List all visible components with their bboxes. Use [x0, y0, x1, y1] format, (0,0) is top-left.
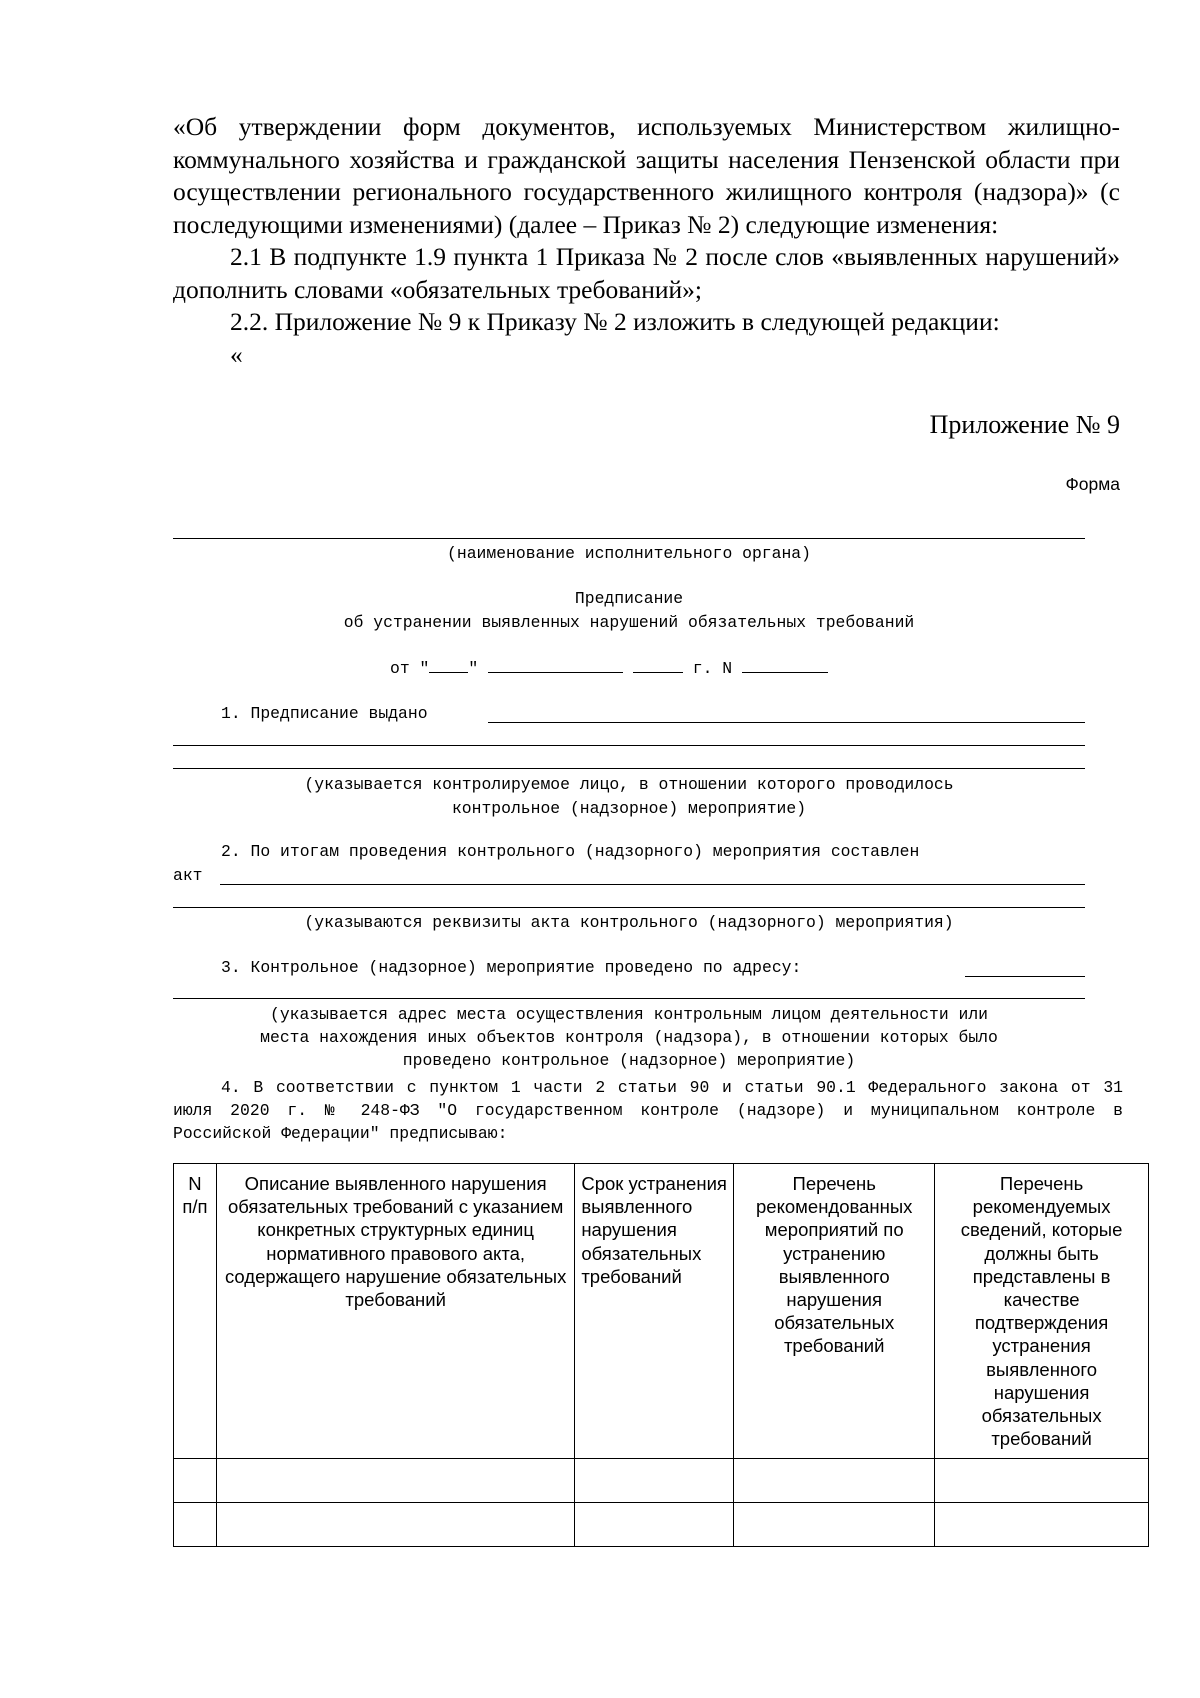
item-3-caption-line-3: проведено контрольное (надзорное) мероприятие) — [402, 1051, 856, 1070]
date-day-blank — [429, 658, 468, 673]
item-1-caption-line-2: контрольное (надзорное) мероприятие) — [451, 799, 807, 818]
document-title: Предписание — [574, 589, 684, 608]
organ-caption: (наименование исполнительного органа) — [447, 544, 811, 563]
year-number-label: г. N — [692, 659, 733, 678]
item-2-label: 2. По итогам проведения контрольного (надзорного) мероприятия составлен — [221, 842, 920, 861]
quote-mark: « — [230, 339, 243, 369]
intro-text — [173, 111, 1120, 371]
item-3-blank — [965, 976, 1085, 977]
document-subtitle: об устранении выявленных нарушений обязательных требований — [343, 613, 915, 632]
table-row — [174, 1459, 1149, 1503]
table-header-row — [174, 1164, 1149, 1459]
item-4-text: 4. В соответствии с пунктом 1 части 2 статьи 90 и статьи 90.1 Федерального закона от 31 июля 2020 г. № 248-ФЗ "О государственном контроле (надзоре) и муниципальном контроле в Российской Федерации" предписываю: — [173, 1078, 1123, 1143]
item-2-act-label: акт — [173, 866, 203, 885]
item-1-line-3 — [173, 768, 1085, 769]
table-cell[interactable] — [174, 1503, 217, 1547]
item-2-line-2 — [173, 907, 1085, 908]
table-cell[interactable] — [734, 1459, 935, 1503]
date-quote-close: " — [468, 659, 479, 678]
item-1-caption-line-1: (указывается контролируемое лицо, в отношении которого проводилось — [304, 775, 954, 794]
header-number: N п/п — [174, 1164, 217, 1459]
item-3-label: 3. Контрольное (надзорное) мероприятие проведено по адресу: — [221, 958, 802, 977]
table-cell[interactable] — [216, 1459, 574, 1503]
table-cell[interactable] — [734, 1503, 935, 1547]
header-recommended-measures: Перечень рекомендованных мероприятий по устранению выявленного нарушения обязательных требований — [734, 1164, 935, 1459]
item-2-caption: (указываются реквизиты акта контрольного (надзорного) мероприятия) — [304, 913, 954, 932]
header-description: Описание выявленного нарушения обязательных требований с указанием конкретных структурных единиц нормативного правового акта, содержащего нарушение обязательных требований — [216, 1164, 574, 1459]
table-row — [174, 1503, 1149, 1547]
date-line — [390, 658, 828, 678]
table-cell[interactable] — [174, 1459, 217, 1503]
item-3-caption-line-1: (указывается адрес места осуществления контрольным лицом деятельности или — [269, 1005, 989, 1024]
table-cell[interactable] — [575, 1459, 734, 1503]
table-cell[interactable] — [935, 1503, 1149, 1547]
header-recommended-info: Перечень рекомендуемых сведений, которые должны быть представлены в качестве подтверждения устранения выявленного нарушения обязательных требований — [935, 1164, 1149, 1459]
intro-paragraph-3: 2.2. Приложение № 9 к Приказу № 2 изложить в следующей редакции: — [230, 307, 1000, 336]
item-3-line-2 — [173, 998, 1085, 999]
item-1-line-2 — [173, 745, 1085, 746]
header-deadline: Срок устранения выявленного нарушения обязательных требований — [575, 1164, 734, 1459]
table-cell[interactable] — [575, 1503, 734, 1547]
item-1-blank — [488, 722, 1085, 723]
item-1-label: 1. Предписание выдано — [221, 704, 428, 723]
item-2-blank — [220, 884, 1085, 885]
violations-table — [173, 1163, 1149, 1547]
table-cell[interactable] — [935, 1459, 1149, 1503]
item-3-caption-line-2: места нахождения иных объектов контроля (надзора), в отношении которых было — [260, 1028, 998, 1047]
date-year-blank — [633, 658, 683, 673]
table-cell[interactable] — [216, 1503, 574, 1547]
form-label: Форма — [1065, 474, 1120, 494]
date-month-blank — [488, 658, 623, 673]
appendix-label: Приложение № 9 — [929, 410, 1120, 439]
intro-paragraph-2: 2.1 В подпункте 1.9 пункта 1 Приказа № 2 после слов «выявленных нарушений» дополнить словами «обязательных требований»; — [173, 242, 1120, 304]
intro-paragraph-1: «Об утверждении форм документов, используемых Министерством жилищно-коммунального хозяйства и гражданской защиты населения Пензенской области при осуществлении регионального государственного жилищного контроля (надзора)» (с последующими изменениями) (далее – Приказ № 2) следующие изменения: — [173, 112, 1120, 239]
document-number-blank — [742, 658, 828, 673]
date-prefix: от " — [390, 659, 430, 678]
organ-name-line — [173, 538, 1085, 539]
